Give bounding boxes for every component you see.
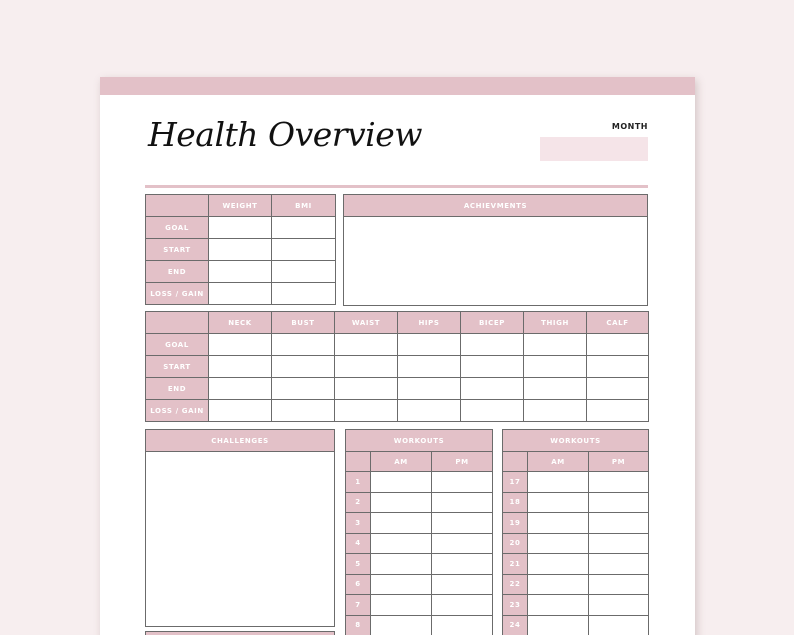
day-column-header <box>346 452 371 472</box>
measurement-cell[interactable] <box>272 356 335 378</box>
measurement-cell[interactable] <box>209 334 272 356</box>
workouts-table-right <box>502 429 649 635</box>
column-header-pm: PM <box>432 452 493 472</box>
am-cell[interactable] <box>528 554 589 575</box>
day-number: 24 <box>503 615 528 635</box>
page-title: Health Overview <box>148 115 423 154</box>
day-number: 5 <box>346 554 371 575</box>
measurement-cell[interactable] <box>335 400 398 422</box>
measurement-cell[interactable] <box>209 400 272 422</box>
am-cell[interactable] <box>528 533 589 554</box>
measurement-cell[interactable] <box>398 356 461 378</box>
day-number: 1 <box>346 472 371 493</box>
measurement-cell[interactable] <box>335 378 398 400</box>
weight-loss-gain-cell[interactable] <box>209 283 272 305</box>
measurement-cell[interactable] <box>398 378 461 400</box>
measurement-cell[interactable] <box>524 356 587 378</box>
top-band <box>100 77 695 95</box>
workouts-header: WORKOUTS <box>346 430 493 452</box>
measurement-cell[interactable] <box>272 378 335 400</box>
column-header-am: AM <box>371 452 432 472</box>
pm-cell[interactable] <box>589 574 649 595</box>
row-label-end: END <box>146 378 209 400</box>
measurement-cell[interactable] <box>335 356 398 378</box>
measurements-table <box>145 311 649 422</box>
am-cell[interactable] <box>371 492 432 513</box>
column-header-bicep: BICEP <box>461 312 524 334</box>
pm-cell[interactable] <box>432 595 493 616</box>
challenges-header: CHALLENGES <box>146 430 334 452</box>
day-number: 8 <box>346 615 371 635</box>
am-cell[interactable] <box>528 595 589 616</box>
planner-page <box>100 77 695 635</box>
measurement-cell[interactable] <box>587 400 649 422</box>
column-header-neck: NECK <box>209 312 272 334</box>
pm-cell[interactable] <box>589 513 649 534</box>
day-number: 4 <box>346 533 371 554</box>
column-header-calf: CALF <box>587 312 649 334</box>
measurement-cell[interactable] <box>209 356 272 378</box>
pm-cell[interactable] <box>432 472 493 493</box>
measurement-cell[interactable] <box>524 378 587 400</box>
am-cell[interactable] <box>371 595 432 616</box>
bmi-start-cell[interactable] <box>272 239 336 261</box>
row-label-goal: GOAL <box>146 334 209 356</box>
day-column-header <box>503 452 528 472</box>
day-number: 20 <box>503 533 528 554</box>
row-label-loss-gain: LOSS / GAIN <box>146 400 209 422</box>
divider <box>145 185 648 188</box>
measurement-cell[interactable] <box>335 334 398 356</box>
pm-cell[interactable] <box>589 554 649 575</box>
bmi-end-cell[interactable] <box>272 261 336 283</box>
month-label: MONTH <box>611 122 648 131</box>
measurement-cell[interactable] <box>209 378 272 400</box>
pm-cell[interactable] <box>432 615 493 635</box>
measurement-cell[interactable] <box>461 334 524 356</box>
am-cell[interactable] <box>528 513 589 534</box>
weight-goal-cell[interactable] <box>209 217 272 239</box>
corner-cell <box>146 195 209 217</box>
am-cell[interactable] <box>371 513 432 534</box>
month-field[interactable] <box>540 137 648 161</box>
pm-cell[interactable] <box>432 574 493 595</box>
day-number: 3 <box>346 513 371 534</box>
column-header-thigh: THIGH <box>524 312 587 334</box>
day-number: 22 <box>503 574 528 595</box>
pm-cell[interactable] <box>589 492 649 513</box>
am-cell[interactable] <box>371 554 432 575</box>
weight-table <box>145 194 336 305</box>
column-header-weight: WEIGHT <box>209 195 272 217</box>
measurement-cell[interactable] <box>272 400 335 422</box>
workouts-table-left <box>345 429 493 635</box>
am-cell[interactable] <box>371 615 432 635</box>
measurement-cell[interactable] <box>524 334 587 356</box>
measurement-cell[interactable] <box>587 378 649 400</box>
day-number: 18 <box>503 492 528 513</box>
day-number: 19 <box>503 513 528 534</box>
measurement-cell[interactable] <box>272 334 335 356</box>
pm-cell[interactable] <box>432 492 493 513</box>
challenges-box[interactable] <box>145 429 335 627</box>
am-cell[interactable] <box>528 492 589 513</box>
day-number: 6 <box>346 574 371 595</box>
pm-cell[interactable] <box>589 472 649 493</box>
am-cell[interactable] <box>371 533 432 554</box>
measurement-cell[interactable] <box>587 334 649 356</box>
day-number: 7 <box>346 595 371 616</box>
corner-cell <box>146 312 209 334</box>
workouts-header: WORKOUTS <box>503 430 649 452</box>
weight-start-cell[interactable] <box>209 239 272 261</box>
achievements-header: ACHIEVMENTS <box>344 195 647 217</box>
measurement-cell[interactable] <box>461 400 524 422</box>
achievements-box[interactable] <box>343 194 648 306</box>
am-cell[interactable] <box>528 472 589 493</box>
day-number: 17 <box>503 472 528 493</box>
column-header-bust: BUST <box>272 312 335 334</box>
measurement-cell[interactable] <box>587 356 649 378</box>
column-header-am: AM <box>528 452 589 472</box>
day-number: 21 <box>503 554 528 575</box>
am-cell[interactable] <box>528 615 589 635</box>
day-number: 2 <box>346 492 371 513</box>
column-header-hips: HIPS <box>398 312 461 334</box>
pm-cell[interactable] <box>589 595 649 616</box>
measurement-cell[interactable] <box>398 334 461 356</box>
day-number: 23 <box>503 595 528 616</box>
am-cell[interactable] <box>371 472 432 493</box>
pm-cell[interactable] <box>432 533 493 554</box>
column-header-waist: WAIST <box>335 312 398 334</box>
pm-cell[interactable] <box>589 533 649 554</box>
row-label-start: START <box>146 356 209 378</box>
bmi-goal-cell[interactable] <box>272 217 336 239</box>
bmi-loss-gain-cell[interactable] <box>272 283 336 305</box>
row-label-start: START <box>146 239 209 261</box>
row-label-loss-gain: LOSS / GAIN <box>146 283 209 305</box>
column-header-bmi: BMI <box>272 195 336 217</box>
row-label-goal: GOAL <box>146 217 209 239</box>
am-cell[interactable] <box>371 574 432 595</box>
column-header-pm: PM <box>589 452 649 472</box>
measurement-cell[interactable] <box>524 400 587 422</box>
measurement-cell[interactable] <box>461 378 524 400</box>
pm-cell[interactable] <box>432 554 493 575</box>
measurement-cell[interactable] <box>398 400 461 422</box>
measurement-cell[interactable] <box>461 356 524 378</box>
bottom-section-header <box>145 631 335 635</box>
am-cell[interactable] <box>528 574 589 595</box>
row-label-end: END <box>146 261 209 283</box>
weight-end-cell[interactable] <box>209 261 272 283</box>
pm-cell[interactable] <box>589 615 649 635</box>
pm-cell[interactable] <box>432 513 493 534</box>
